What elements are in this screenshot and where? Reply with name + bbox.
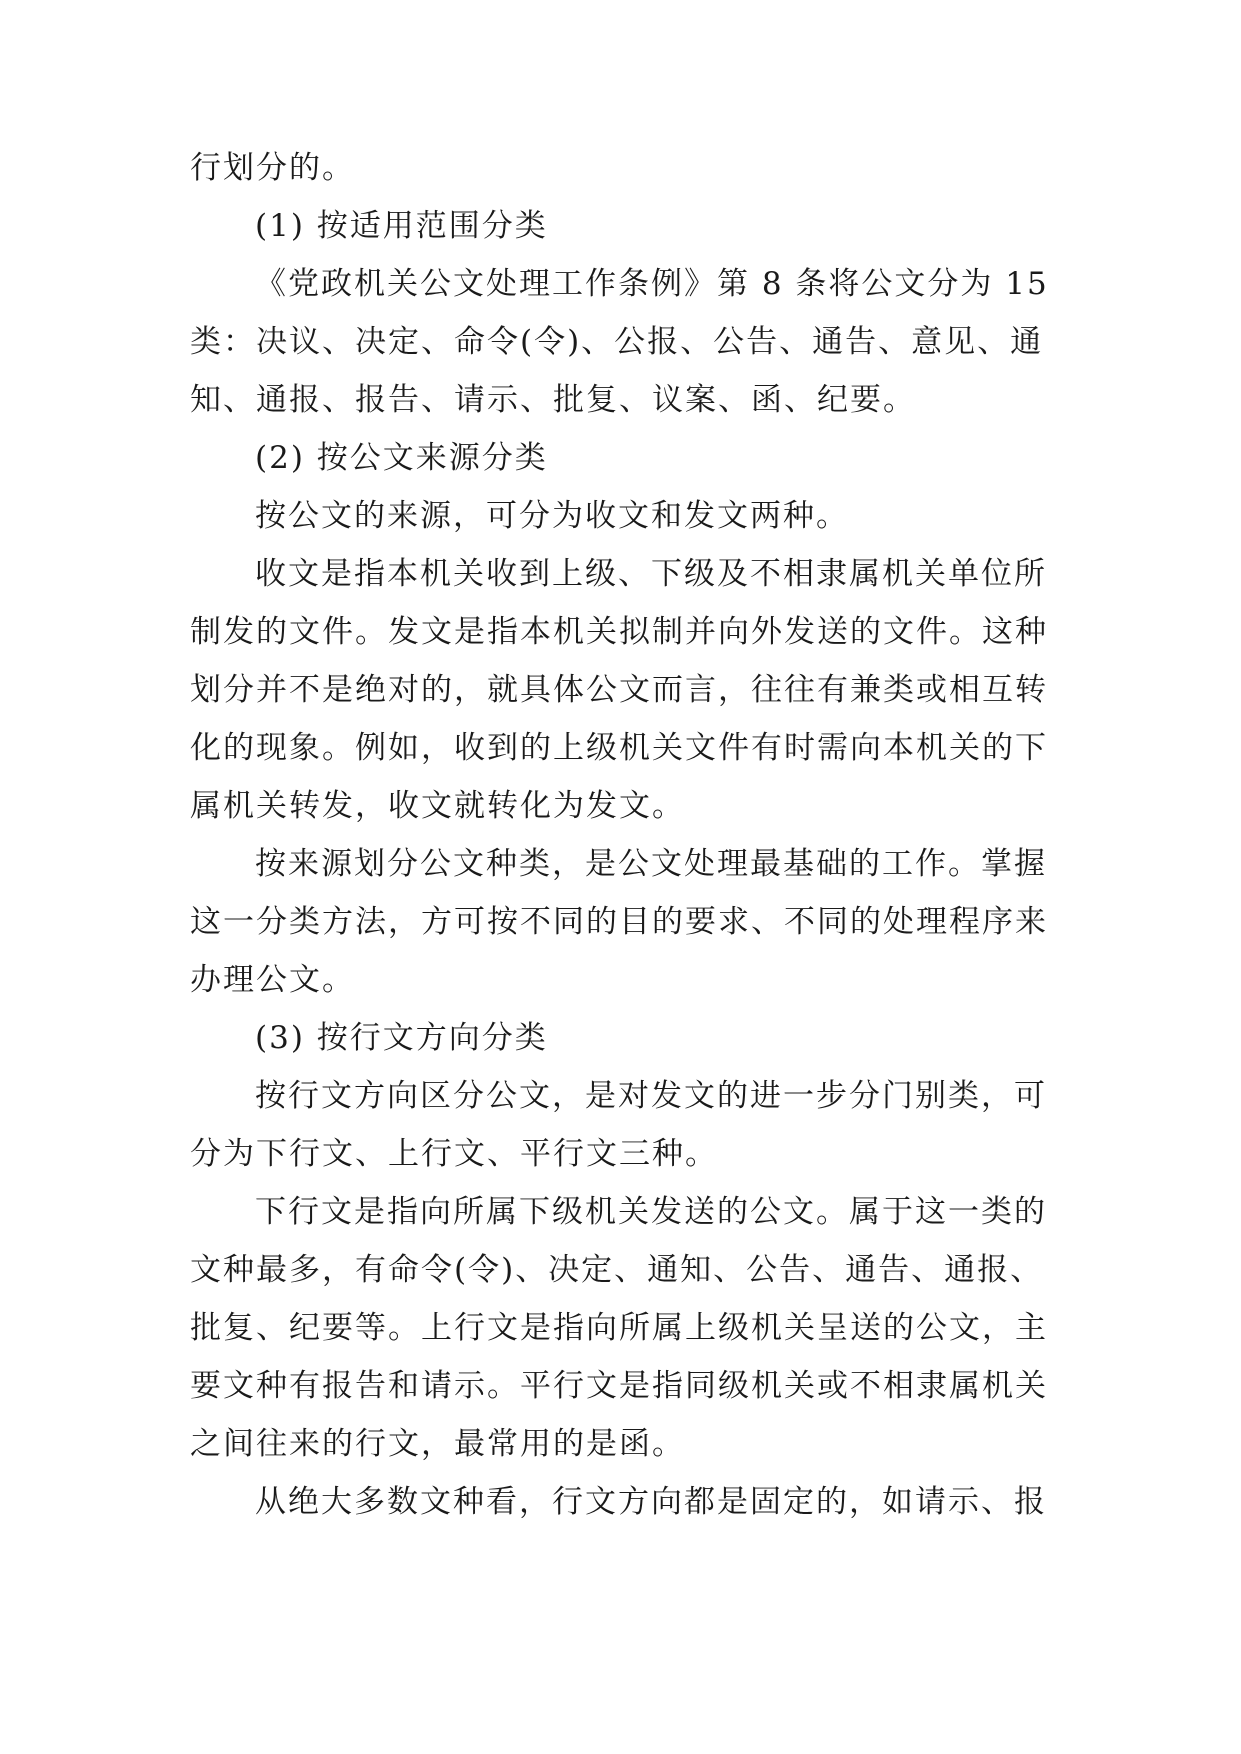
text-line-9: 制发的文件。发文是指本机关拟制并向外发送的文件。这种 (190, 614, 1048, 650)
text-line-24: 从绝大多数文种看，行文方向都是固定的，如请示、报 (255, 1484, 1047, 1520)
text-line-17: 按行文方向区分公文，是对发文的进一步分门别类，可 (255, 1078, 1047, 1114)
text-line-12: 属机关转发，收文就转化为发文。 (190, 788, 685, 824)
text-line-19: 下行文是指向所属下级机关发送的公文。属于这一类的 (255, 1194, 1047, 1230)
text-line-7: 按公文的来源，可分为收文和发文两种。 (255, 498, 849, 534)
text-line-5: 知、通报、报告、请示、批复、议案、函、纪要。 (190, 382, 916, 418)
heading-by-direction: (3) 按行文方向分类 (255, 1020, 548, 1056)
heading-by-scope: (1) 按适用范围分类 (255, 208, 548, 244)
text-line-15: 办理公文。 (190, 962, 355, 998)
text-line-23: 之间往来的行文，最常用的是函。 (190, 1426, 685, 1462)
text-line-21: 批复、纪要等。上行文是指向所属上级机关呈送的公文，主 (190, 1310, 1048, 1346)
text-line-11: 化的现象。例如，收到的上级机关文件有时需向本机关的下 (190, 730, 1048, 766)
text-line-14: 这一分类方法，方可按不同的目的要求、不同的处理程序来 (190, 904, 1048, 940)
text-line-8: 收文是指本机关收到上级、下级及不相隶属机关单位所 (255, 556, 1047, 592)
text-line-3: 《党政机关公文处理工作条例》第 8 条将公文分为 15 (255, 266, 1049, 302)
text-line-13: 按来源划分公文种类，是公文处理最基础的工作。掌握 (255, 846, 1047, 882)
text-line-4: 类：决议、决定、命令(令)、公报、公告、通告、意见、通 (190, 324, 1044, 360)
text-line-18: 分为下行文、上行文、平行文三种。 (190, 1136, 718, 1172)
text-line-22: 要文种有报告和请示。平行文是指同级机关或不相隶属机关 (190, 1368, 1048, 1404)
heading-by-source: (2) 按公文来源分类 (255, 440, 548, 476)
text-line-10: 划分并不是绝对的，就具体公文而言，往往有兼类或相互转 (190, 672, 1048, 708)
text-line-1: 行划分的。 (190, 150, 355, 186)
text-line-20: 文种最多，有命令(令)、决定、通知、公告、通告、通报、 (190, 1252, 1044, 1288)
